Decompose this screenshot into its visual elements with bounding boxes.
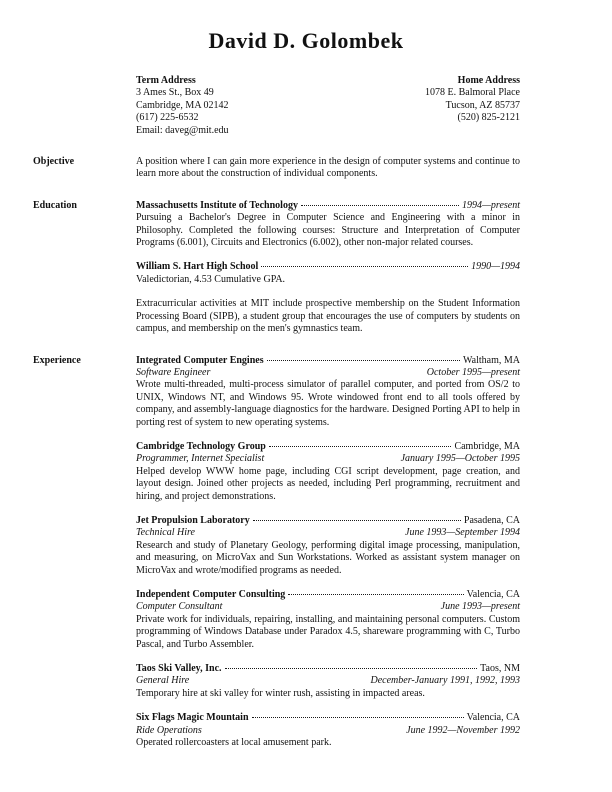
term-address-line: Cambridge, MA 02142 [136,99,229,111]
experience-entry-subheader [136,367,520,379]
job-title: Technical Hire [136,527,195,539]
education-dates: 1990—1994 [471,261,520,273]
employer-location: Valencia, CA [466,712,520,724]
employer-name: Jet Propulsion Laboratory [136,514,250,526]
education-entry [136,261,520,286]
experience-entry-header [136,663,520,675]
education-entry-body: Valedictorian, 4.53 Cumulative GPA. [136,273,286,285]
experience-entry-body: Helped develop WWW home page, including CGI script development, page creation, and layout design. Joined other projects as needed, including Perl programming, recruitment and hiring, and project demonstrations. [136,465,520,502]
employer-name: Cambridge Technology Group [136,440,266,452]
education-entry [136,200,520,250]
job-title: Computer Consultant [136,601,223,613]
experience-entry-subheader [136,601,520,613]
experience-entry-header [136,589,520,601]
experience-entry [136,441,520,503]
term-address-heading: Term Address [136,75,196,86]
home-address-phone: (520) 825-2121 [457,112,520,124]
education-entry-header [136,200,520,212]
employer-location: Cambridge, MA [454,440,520,452]
experience-entry-body: Wrote multi-threaded, multi-process simulator of parallel computer, and ported from OS/2 to UNIX, Windows NT, and Windows 95. Wrote windowed front end to all tools offered by company, and assembly-language diagnostics for the hardware. Designed Porting API to help in porting rest of system to new operating systems. [136,379,520,428]
education-entry-body: Pursuing a Bachelor's Degree in Computer Science and Engineering with a minor in Philosophy. Completed the following courses: Structure and Interpretation of Computer Programs (6.001), Circuits and Electronics (6.002), other non-major related courses. [136,212,520,249]
experience-entry-subheader [136,453,520,465]
experience-entry [136,589,520,651]
section-objective [33,156,520,181]
home-address-line: 1078 E. Balmoral Place [425,87,520,99]
job-dates: June 1992—November 1992 [406,724,520,736]
employer-name: Integrated Computer Engines [136,354,264,366]
job-dates: December-January 1991, 1992, 1993 [370,675,520,687]
employer-location: Valencia, CA [466,589,520,600]
employer-location: Pasadena, CA [463,514,520,526]
experience-entry-header [136,441,520,453]
school-name: William S. Hart High School [136,261,259,273]
education-entry-header [136,261,520,273]
section-experience [33,355,520,750]
employer-location: Taos, NM [480,663,520,675]
term-address-email: Email: daveg@mit.edu [136,124,229,136]
experience-entry-subheader [136,527,520,539]
home-address [425,75,520,137]
job-title: Software Engineer [136,366,211,378]
objective-label: Objective [33,156,75,168]
experience-entry-subheader [136,675,520,687]
experience-entry-body: Temporary hire at ski valley for winter rush, assisting in impacted areas. [136,687,425,699]
job-dates: January 1995—October 1995 [400,453,520,465]
employer-name: Independent Computer Consulting [136,589,286,600]
home-address-line: Tucson, AZ 85737 [445,99,520,111]
job-dates: June 1993—September 1994 [405,527,520,539]
employer-name: Six Flags Magic Mountain [136,712,249,724]
experience-entry-subheader [136,725,520,737]
address-block [136,75,520,137]
job-title: Ride Operations [136,724,202,736]
objective-text: A position where I can gain more experience in the design of computer systems and continue to learn more about the construction of individual components. [136,156,520,180]
education-content [136,200,520,336]
term-address-phone: (617) 225-6532 [136,112,199,124]
experience-entry [136,515,520,577]
school-name: Massachusetts Institute of Technology [136,199,298,211]
job-title: General Hire [136,675,190,687]
experience-label: Experience [33,354,81,366]
experience-entry-body: Research and study of Planetary Geology, performing digital image processing, manipulation, and measuring, on MicroVax and Sun Workstations. Worked as assistant system manager on MicroVax and wrote/modified programs as needed. [136,539,520,576]
job-title: Programmer, Internet Specialist [136,453,265,465]
extracurricular-paragraph: Extracurricular activities at MIT include prospective membership on the Student Information Processing Board (SIPB), a student group that encourages the use of computers by students on campus, and membership on the men's gymnastics team. [136,298,520,335]
experience-entry-header [136,712,520,724]
experience-entry [136,712,520,749]
job-dates: June 1993—present [440,601,520,613]
experience-entry [136,663,520,700]
employer-location: Waltham, MA [463,354,520,366]
education-label: Education [33,199,77,211]
home-address-heading: Home Address [457,75,520,86]
employer-name: Taos Ski Valley, Inc. [136,663,222,675]
experience-content [136,355,520,750]
term-address [136,75,229,137]
experience-entry-header [136,355,520,367]
term-address-line: 3 Ames St., Box 49 [136,87,214,99]
experience-entry-header [136,515,520,527]
resume-name-heading: David D. Golombek [208,28,404,53]
job-dates: October 1995—present [426,366,520,378]
education-dates: 1994—present [462,199,520,211]
resume-body [0,75,612,749]
experience-entry-body: Private work for individuals, repairing, installing, and maintaining personal computers. Custom programming of Windows Database under Paradox 4.5, shareware programming with C, Turbo Pascal, and Turbo Assembler. [136,613,520,650]
experience-entry [136,355,520,429]
experience-entry-body: Operated rollercoasters at local amusement park. [136,737,332,749]
section-education [33,200,520,336]
objective-content [136,156,520,181]
